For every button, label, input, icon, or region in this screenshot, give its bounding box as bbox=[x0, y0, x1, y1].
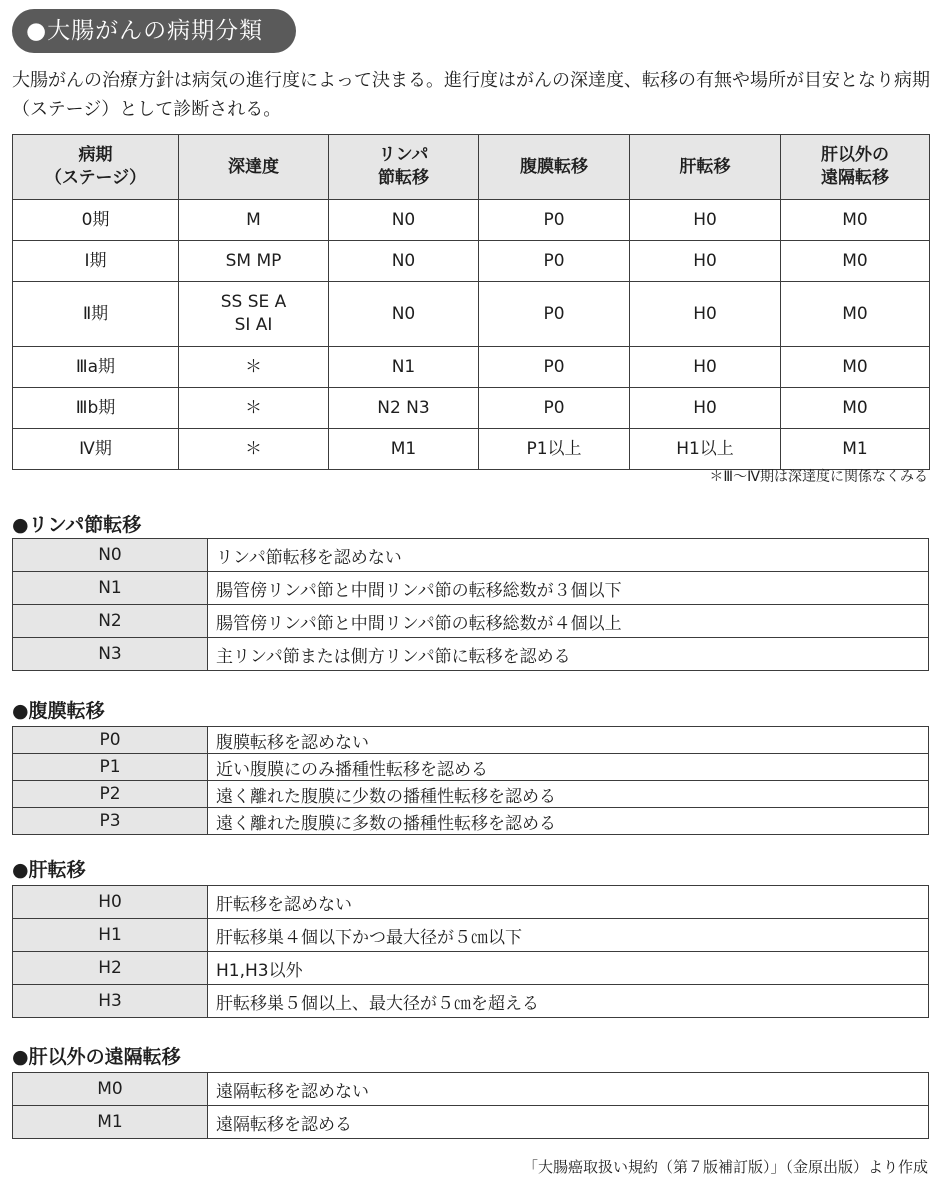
header-peritoneal: 腹膜転移 bbox=[479, 135, 630, 200]
definition-description: 肝転移巣４個以下かつ最大径が５㎝以下 bbox=[208, 919, 929, 952]
definition-code: H0 bbox=[13, 886, 208, 919]
stage-table-header-row bbox=[13, 135, 930, 200]
stage-cell: Ⅱ期 bbox=[13, 282, 179, 347]
stage-row bbox=[13, 388, 930, 429]
definition-row bbox=[13, 781, 929, 808]
definition-description: 腸管傍リンパ節と中間リンパ節の転移総数が３個以下 bbox=[208, 572, 929, 605]
stage-row bbox=[13, 282, 930, 347]
stage-cell: Ⅲa期 bbox=[13, 347, 179, 388]
definition-row bbox=[13, 638, 929, 671]
definition-row bbox=[13, 919, 929, 952]
definition-row bbox=[13, 572, 929, 605]
stage-cell: ＊ bbox=[179, 347, 329, 388]
definition-row bbox=[13, 1073, 929, 1106]
definition-code: M0 bbox=[13, 1073, 208, 1106]
definition-row bbox=[13, 727, 929, 754]
definition-description: 遠く離れた腹膜に多数の播種性転移を認める bbox=[208, 808, 929, 835]
header-distant: 肝以外の 遠隔転移 bbox=[781, 135, 930, 200]
definition-code: N0 bbox=[13, 539, 208, 572]
definition-code: H1 bbox=[13, 919, 208, 952]
stage-cell: SM MP bbox=[179, 241, 329, 282]
definition-code: M1 bbox=[13, 1106, 208, 1139]
stage-cell: Ⅳ期 bbox=[13, 429, 179, 470]
stage-cell: Ⅲb期 bbox=[13, 388, 179, 429]
stage-cell: M0 bbox=[781, 388, 930, 429]
stage-row bbox=[13, 347, 930, 388]
stage-classification-table bbox=[12, 134, 930, 470]
definition-description: 肝転移を認めない bbox=[208, 886, 929, 919]
stage-cell: M bbox=[179, 200, 329, 241]
stage-row bbox=[13, 241, 930, 282]
stage-footnote: ＊Ⅲ～Ⅳ期は深達度に関係なくみる bbox=[709, 469, 928, 485]
definition-code: N3 bbox=[13, 638, 208, 671]
stage-cell: N1 bbox=[329, 347, 479, 388]
stage-cell: H1以上 bbox=[630, 429, 781, 470]
stage-cell: M0 bbox=[781, 282, 930, 347]
stage-row bbox=[13, 200, 930, 241]
definition-row bbox=[13, 985, 929, 1018]
stage-cell: P0 bbox=[479, 282, 630, 347]
lymph-node-definition-table bbox=[12, 538, 929, 671]
definition-code: P3 bbox=[13, 808, 208, 835]
liver-section-title: ●肝転移 bbox=[12, 859, 86, 881]
definition-description: 遠隔転移を認める bbox=[208, 1106, 929, 1139]
definition-description: 主リンパ節または側方リンパ節に転移を認める bbox=[208, 638, 929, 671]
definition-row bbox=[13, 808, 929, 835]
definition-code: H2 bbox=[13, 952, 208, 985]
stage-cell: M1 bbox=[329, 429, 479, 470]
stage-cell: H0 bbox=[630, 241, 781, 282]
stage-cell: 0期 bbox=[13, 200, 179, 241]
definition-description: 腹膜転移を認めない bbox=[208, 727, 929, 754]
stage-row bbox=[13, 429, 930, 470]
definition-row bbox=[13, 1106, 929, 1139]
intro-paragraph: 大腸がんの治療方針は病気の進行度によって決まる。進行度はがんの深達度、転移の有無や場所が目安となり病期（ステージ）として診断される。 bbox=[12, 70, 930, 120]
distant-definition-table bbox=[12, 1072, 929, 1139]
definition-code: P1 bbox=[13, 754, 208, 781]
stage-cell: P0 bbox=[479, 347, 630, 388]
definition-row bbox=[13, 539, 929, 572]
stage-cell: P1以上 bbox=[479, 429, 630, 470]
stage-cell: M0 bbox=[781, 241, 930, 282]
stage-cell: N0 bbox=[329, 200, 479, 241]
peritoneal-definition-table bbox=[12, 726, 929, 835]
stage-cell: H0 bbox=[630, 347, 781, 388]
definition-description: 遠隔転移を認めない bbox=[208, 1073, 929, 1106]
definition-description: H1,H3以外 bbox=[208, 952, 929, 985]
stage-cell: N2 N3 bbox=[329, 388, 479, 429]
definition-code: P0 bbox=[13, 727, 208, 754]
stage-cell: H0 bbox=[630, 282, 781, 347]
definition-code: N1 bbox=[13, 572, 208, 605]
definition-code: P2 bbox=[13, 781, 208, 808]
stage-cell: Ⅰ期 bbox=[13, 241, 179, 282]
stage-cell: N0 bbox=[329, 282, 479, 347]
stage-cell: H0 bbox=[630, 388, 781, 429]
definition-description: 肝転移巣５個以上、最大径が５㎝を超える bbox=[208, 985, 929, 1018]
definition-code: H3 bbox=[13, 985, 208, 1018]
stage-cell: SS SE A SI AI bbox=[179, 282, 329, 347]
stage-cell: N0 bbox=[329, 241, 479, 282]
lymph-node-section-title: ●リンパ節転移 bbox=[12, 514, 142, 536]
definition-description: 遠く離れた腹膜に少数の播種性転移を認める bbox=[208, 781, 929, 808]
header-liver: 肝転移 bbox=[630, 135, 781, 200]
stage-cell: M0 bbox=[781, 200, 930, 241]
definition-description: 腸管傍リンパ節と中間リンパ節の転移総数が４個以上 bbox=[208, 605, 929, 638]
stage-cell: P0 bbox=[479, 388, 630, 429]
definition-row bbox=[13, 605, 929, 638]
stage-cell: P0 bbox=[479, 241, 630, 282]
stage-cell: P0 bbox=[479, 200, 630, 241]
stage-cell: ＊ bbox=[179, 429, 329, 470]
page-title: ●大腸がんの病期分類 bbox=[12, 9, 296, 53]
header-stage: 病期 （ステージ） bbox=[13, 135, 179, 200]
distant-section-title: ●肝以外の遠隔転移 bbox=[12, 1046, 181, 1068]
source-citation: 「大腸癌取扱い規約（第７版補訂版）」（金原出版）より作成 bbox=[522, 1158, 928, 1176]
peritoneal-section-title: ●腹膜転移 bbox=[12, 700, 105, 722]
definition-row bbox=[13, 754, 929, 781]
stage-cell: H0 bbox=[630, 200, 781, 241]
header-depth: 深達度 bbox=[179, 135, 329, 200]
liver-definition-table bbox=[12, 885, 929, 1018]
stage-cell: M0 bbox=[781, 347, 930, 388]
definition-description: リンパ節転移を認めない bbox=[208, 539, 929, 572]
stage-cell: M1 bbox=[781, 429, 930, 470]
definition-description: 近い腹膜にのみ播種性転移を認める bbox=[208, 754, 929, 781]
stage-cell: ＊ bbox=[179, 388, 329, 429]
header-lymph: リンパ 節転移 bbox=[329, 135, 479, 200]
definition-row bbox=[13, 886, 929, 919]
definition-row bbox=[13, 952, 929, 985]
definition-code: N2 bbox=[13, 605, 208, 638]
